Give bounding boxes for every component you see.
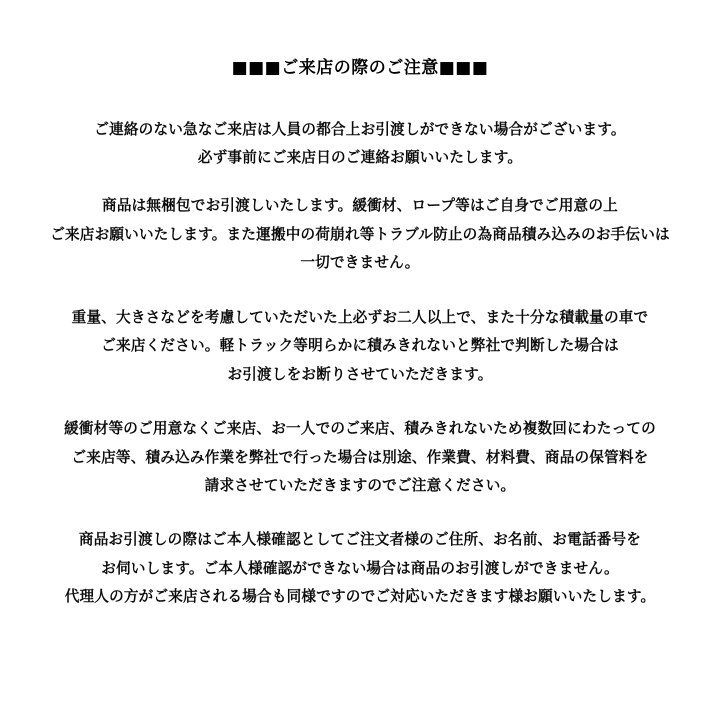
notice-line: お引渡しをお断りさせていただきます。 <box>227 365 493 383</box>
notice-extra-fees <box>18 415 702 500</box>
notice-vehicle-capacity <box>18 304 702 389</box>
notice-line: 商品お引渡しの際はご本人様確認としてご注文者様のご住所、お名前、お電話番号を <box>78 531 642 549</box>
notice-identity-check <box>18 526 702 611</box>
notice-line: 請求させていただきますのでご注意ください。 <box>204 477 516 495</box>
notice-line: ご連絡のない急なご来店は人員の都合上お引渡しができない場合がございます。 <box>94 120 626 138</box>
notice-line: 代理人の方がご来店される場合も同様ですのでご対応いただきます様お願いいたします。 <box>64 588 656 606</box>
notice-line: ご来店お願いいたします。また運搬中の荷崩れ等トラブル防止の為商品積み込みのお手伝いは <box>50 225 670 243</box>
notice-line: 重量、大きさなどを考慮していただいた上必ずお二人以上で、また十分な積載量の車で <box>71 308 649 326</box>
notice-line: ご来店等、積み込み作業を弊社で行った場合は別途、作業費、材料費、商品の保管料を <box>71 448 649 466</box>
page-title: ■■■ご来店の際のご注意■■■ <box>231 58 489 78</box>
notice-advance-contact <box>18 116 702 173</box>
notice-no-packaging <box>18 192 702 277</box>
notice-line: 緩衝材等のご用意なくご来店、お一人でのご来店、積みきれないため複数回にわたっての <box>64 420 656 438</box>
notice-line: 一切できません。 <box>300 254 420 272</box>
notice-line: 必ず事前にご来店日のご連絡お願いいたします。 <box>197 148 523 166</box>
notice-line: 商品は無梱包でお引渡しいたします。緩衝材、ロープ等はご自身でご用意の上 <box>102 197 618 215</box>
notice-line: ご来店ください。軽トラック等明らかに積みきれないと弊社で判断した場合は <box>101 337 619 355</box>
notice-line: お伺いします。ご本人様確認ができない場合は商品のお引渡しができません。 <box>101 559 619 577</box>
